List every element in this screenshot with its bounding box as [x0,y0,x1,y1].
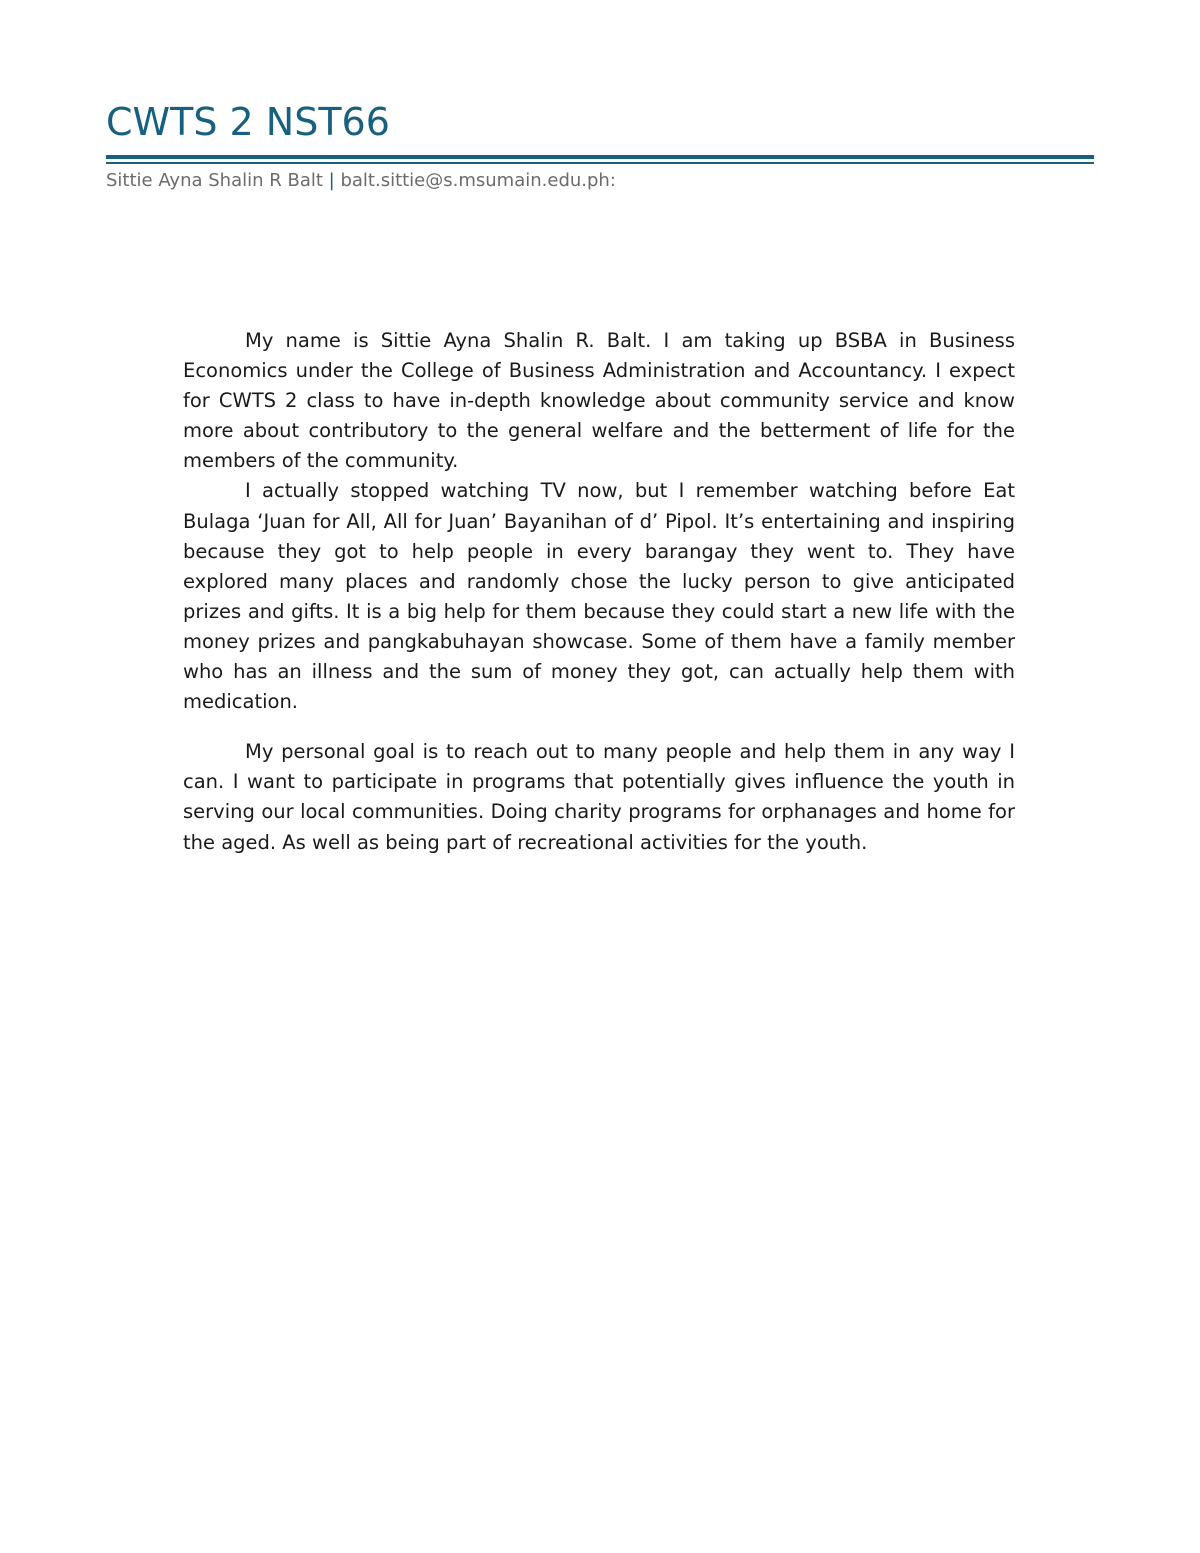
title-rule-thin [106,162,1094,164]
author-email: balt.sittie@s.msumain.edu.ph: [340,170,616,191]
paragraph-personal-goal: My personal goal is to reach out to many people and help them in any way I can. I want to participate in programs that potentially gives influence the youth in serving our local communities. Doing charity programs for orphanages and home for the aged. As well as being part of recreational activities for the youth. [183,740,1015,854]
paragraph-introduction: My name is Sittie Ayna Shalin R. Balt. I am taking up BSBA in Business Economics under the College of Business Administration and Accountancy. I expect for CWTS 2 class to have in-depth knowledge about community service and know more about contributory to the general welfare and the betterment of life for the members of the community. [183,329,1015,473]
paragraph-tv-show: I actually stopped watching TV now, but I remember watching before Eat Bulaga ‘Juan for All, All for Juan’ Bayanihan of d’ Pipol. It’s entertaining and inspiring because they got to help people in every barangay they went to. They have explored many places and randomly chose the lucky person to give anticipated prizes and gifts. It is a big help for them because they could start a new life with the money prizes and pangkabuhayan showcase. Some of them have a family member who has an illness and the sum of money they got, can actually help them with medication. [183,479,1015,714]
document-body [183,326,1015,858]
title-rule-thick [106,155,1094,159]
author-name: Sittie Ayna Shalin R Balt [106,170,323,191]
document-title: CWTS 2 NST66 [106,100,390,144]
byline-separator: | [328,170,335,191]
byline [106,169,616,193]
